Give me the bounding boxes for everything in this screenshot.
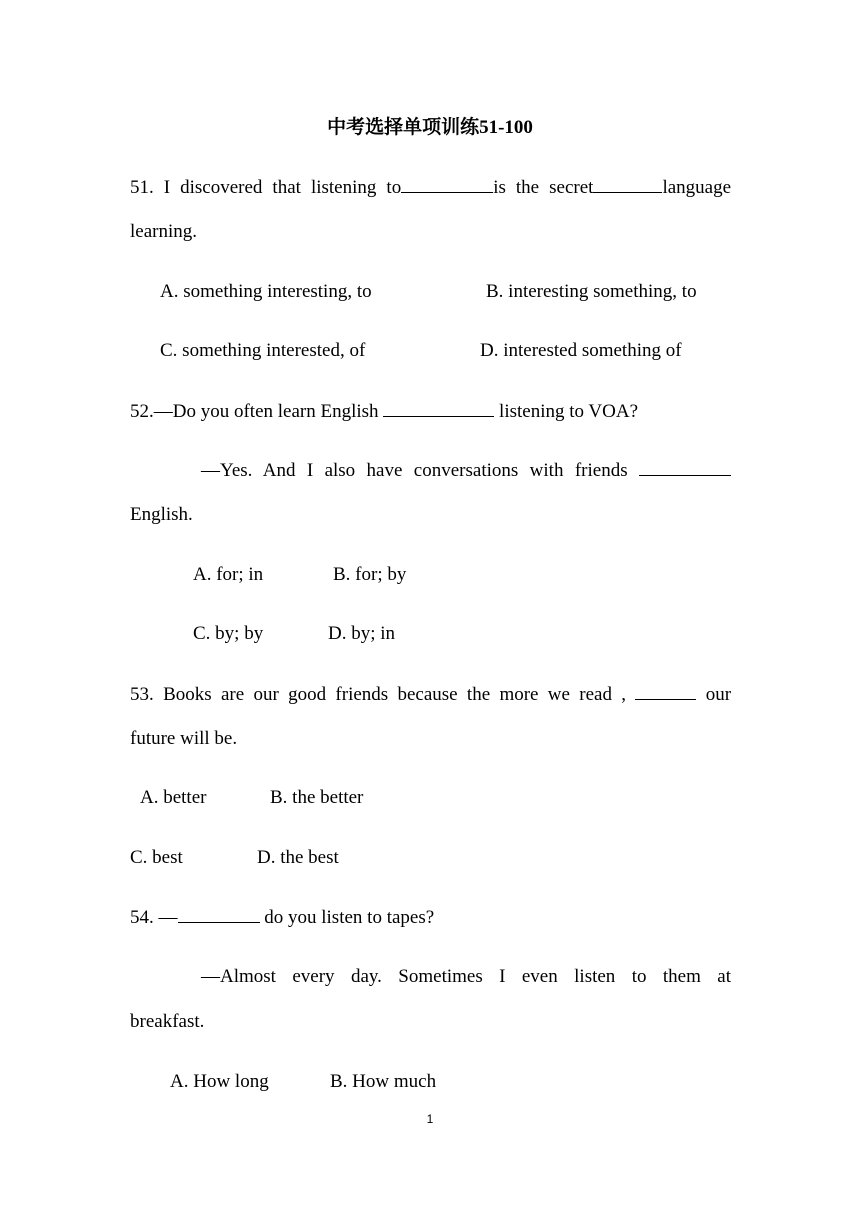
question-52-option-d: D. by; in [328,623,396,644]
question-53-text-part-1: 53. Books are our good friends because the more we read , [130,684,627,705]
question-51-text-part-3: language [662,177,732,198]
question-53-text-part-2: our [705,684,732,705]
question-52-option-a: A. for; in [193,564,264,585]
question-52-text-part-2: listening to VOA? [499,401,639,422]
question-54-text-part-1: 54. — [130,907,178,928]
page-title: 中考选择单项训练51-100 [327,117,533,138]
question-54-text-part-2: do you listen to tapes? [264,907,435,928]
question-51-option-c: C. something interested, of [160,340,366,361]
question-51-text-part-1: 51. I discovered that listening to [130,177,402,198]
question-54-option-a: A. How long [170,1071,269,1092]
answer-blank [401,175,493,193]
question-51-option-b: B. interesting something, to [486,281,697,302]
answer-blank [639,458,731,476]
question-52-reply-text: —Yes. And I also have conversations with friends [201,460,628,481]
question-53-option-b: B. the better [270,787,364,808]
question-51-option-d: D. interested something of [480,340,682,361]
question-52-option-c: C. by; by [193,623,264,644]
question-52-line-1 [130,399,731,424]
question-51-continuation: learning. [130,221,198,242]
page-number: 1 [426,1112,434,1126]
question-54-line-1 [130,905,731,930]
question-54-option-b: B. How much [330,1071,437,1092]
question-52-option-b: B. for; by [333,564,407,585]
question-53-option-c: C. best [130,847,183,868]
question-52-reply [201,458,731,483]
answer-blank [635,682,696,700]
question-51-text-part-2: is the secret [493,177,594,198]
question-53-option-a: A. better [140,787,207,808]
answer-blank [178,905,260,923]
question-54-reply: —Almost every day. Sometimes I even listen to them at [201,966,731,987]
question-52-text-part-1: 52.—Do you often learn English [130,401,379,422]
question-53-continuation: future will be. [130,728,238,749]
question-52-continuation: English. [130,504,193,525]
question-53-line-1 [130,682,731,707]
answer-blank [383,399,494,417]
answer-blank [593,175,662,193]
question-54-continuation: breakfast. [130,1011,205,1032]
question-51-option-a: A. something interesting, to [160,281,372,302]
question-53-option-d: D. the best [257,847,339,868]
question-51-line-1 [130,175,731,200]
